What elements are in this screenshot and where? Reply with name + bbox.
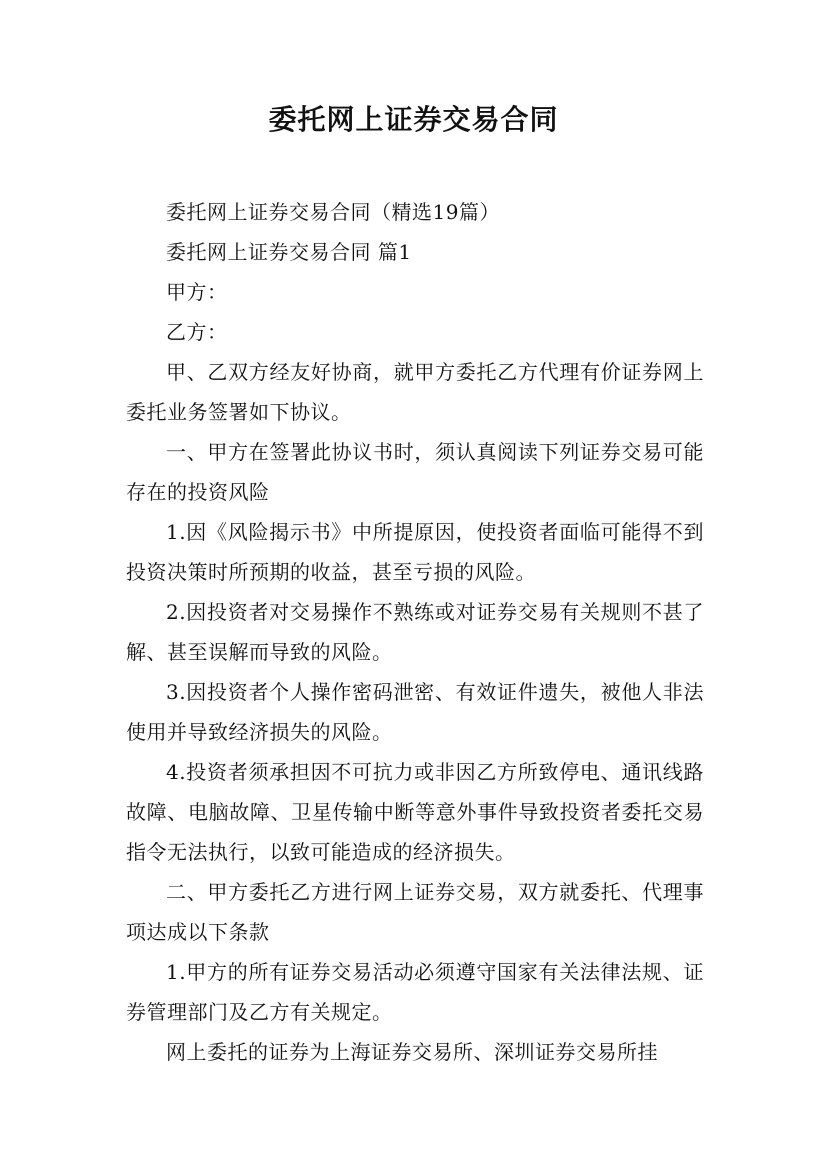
document-title: 委托网上证券交易合同: [268, 103, 559, 136]
paragraph: 2.因投资者对交易操作不熟练或对证券交易有关规则不甚了解、甚至误解而导致的风险。: [126, 600, 704, 664]
document-body: [126, 192, 704, 1072]
paragraph: 4.投资者须承担因不可抗力或非因乙方所致停电、通讯线路故障、电脑故障、卫星传输中断等意外事件导致投资者委托交易指令无法执行，以致可能造成的经济损失。: [126, 760, 704, 864]
paragraph-subtitle: 委托网上证券交易合同（精选19篇）: [166, 200, 500, 224]
paragraph: 二、甲方委托乙方进行网上证券交易，双方就委托、代理事项达成以下条款: [126, 880, 704, 944]
paragraph-party-a: 甲方：: [166, 280, 228, 304]
paragraph-party-b: 乙方：: [166, 320, 228, 344]
paragraph: 1.因《风险揭示书》中所提原因，使投资者面临可能得不到投资决策时所预期的收益，甚至亏损的风险。: [126, 520, 704, 584]
paragraph: 1.甲方的所有证券交易活动必须遵守国家有关法律法规、证券管理部门及乙方有关规定。: [126, 960, 704, 1024]
paragraph: 甲、乙双方经友好协商，就甲方委托乙方代理有价证券网上委托业务签署如下协议。: [126, 360, 704, 424]
paragraph-section-heading: 委托网上证券交易合同 篇1: [166, 240, 412, 264]
paragraph: 网上委托的证券为上海证券交易所、深圳证券交易所挂: [166, 1040, 658, 1064]
paragraph: 3.因投资者个人操作密码泄密、有效证件遗失，被他人非法使用并导致经济损失的风险。: [126, 680, 704, 744]
paragraph: 一、甲方在签署此协议书时，须认真阅读下列证券交易可能存在的投资风险: [126, 440, 704, 504]
